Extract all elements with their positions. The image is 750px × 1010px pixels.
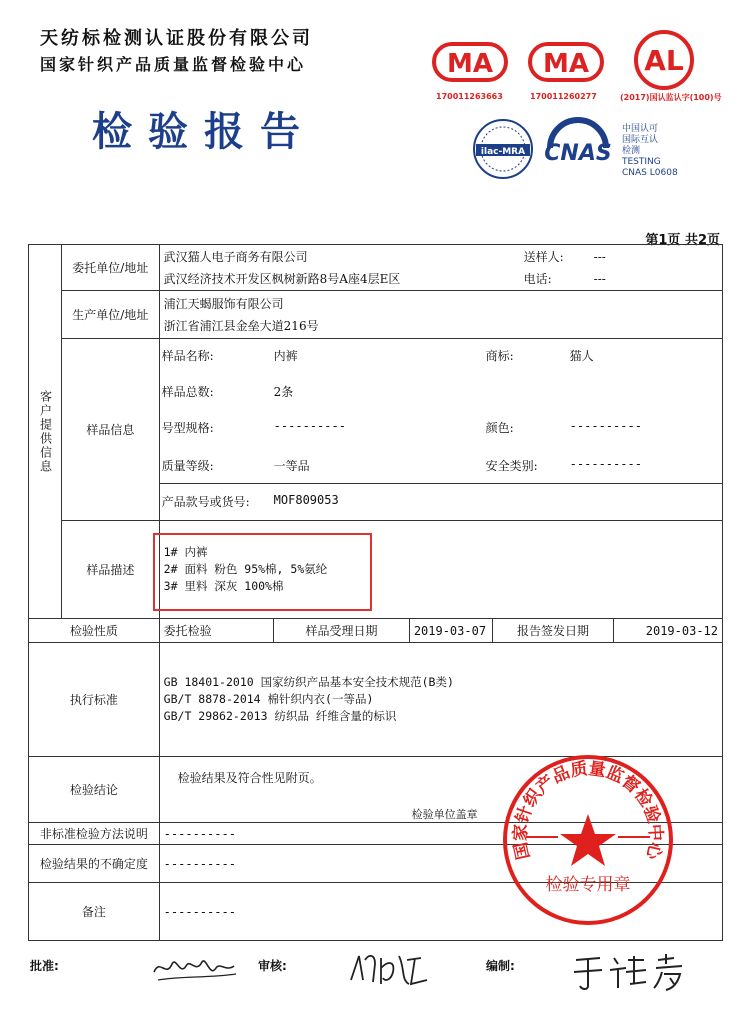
cma-number-1: 170011263663 [436, 92, 503, 101]
sample-qty-label: 样品总数: [161, 385, 214, 399]
remark-label: 备注 [29, 883, 160, 941]
standard-3: GB/T 29862-2013 纺织品 纤维含量的标识 [163, 709, 397, 723]
issue-date-label: 报告签发日期 [492, 619, 614, 643]
desc-line-2: 2# 面料 粉色 95%棉, 5%氨纶 [163, 562, 328, 576]
phone-label: 电话: [523, 271, 552, 286]
entrust-cell [159, 245, 722, 291]
model-value: MOF809053 [273, 493, 339, 507]
approver-signature [150, 948, 240, 992]
issuer-company: 天纺标检测认证股份有限公司 [40, 28, 313, 49]
cnas-caption: 中国认可 国际互认 检测 TESTING CNAS L0608 [622, 124, 678, 178]
brand-value: 猫人 [569, 349, 594, 363]
uncertainty-label: 检验结果的不确定度 [29, 845, 160, 883]
ilac-mra-logo [470, 116, 536, 186]
svg-text:AL: AL [644, 44, 684, 77]
sample-name-label: 样品名称: [161, 349, 214, 363]
sample-info-cell [159, 339, 722, 521]
uncertainty-value: ---------- [159, 845, 722, 883]
page-indicator: 第1页 共2页 [645, 233, 720, 248]
cma-logo-2 [528, 40, 600, 84]
client-info-side-label: 客户提供信息 [29, 245, 62, 619]
review-label: 审核: [258, 959, 287, 973]
reviewer-signature [345, 950, 435, 994]
remark-value: ---------- [159, 883, 722, 941]
report-title: 检验报告 [92, 108, 316, 155]
nonstd-value: ---------- [159, 823, 722, 845]
svg-text:国家针织产品质量监督检验中心: 国家针织产品质量监督检验中心 [510, 758, 666, 862]
svg-text:CNAS: CNAS [544, 141, 612, 166]
sample-qty-value: 2条 [273, 385, 294, 399]
entrust-address: 武汉经济技术开发区枫树新路8号A座4层E区 [163, 271, 401, 286]
entrust-name: 武汉猫人电子商务有限公司 [163, 249, 308, 264]
sender-label: 送样人: [523, 249, 564, 264]
cma-logo-1 [432, 40, 504, 84]
approve-label: 批准: [30, 959, 59, 973]
grade-value: 一等品 [273, 459, 310, 473]
nature-label: 检验性质 [29, 619, 160, 643]
cal-number: (2017)国认监认字(100)号 [620, 93, 722, 102]
standards-label: 执行标准 [29, 643, 160, 757]
safety-label: 安全类别: [485, 459, 538, 473]
grade-label: 质量等级: [161, 459, 214, 473]
recv-date-label: 样品受理日期 [274, 619, 410, 643]
maker-cell [159, 291, 722, 339]
entrust-label: 委托单位/地址 [61, 245, 159, 291]
conclusion-value: 检验结果及符合性见附页。 [177, 771, 322, 785]
highlight-box [153, 533, 372, 611]
standard-2: GB/T 8878-2014 棉针织内衣(一等品) [163, 692, 374, 706]
issue-date-value: 2019-03-12 [614, 619, 723, 643]
standards-cell [159, 643, 722, 757]
color-label: 颜色: [485, 421, 514, 435]
conclusion-label: 检验结论 [29, 757, 160, 823]
nonstd-label: 非标准检验方法说明 [29, 823, 160, 845]
issuer-center: 国家针织产品质量监督检验中心 [40, 55, 307, 74]
desc-line-3: 3# 里料 深灰 100%棉 [163, 579, 284, 593]
sample-name-value: 内裤 [273, 349, 298, 363]
compiler-signature [570, 950, 700, 998]
cnas-logo [540, 116, 616, 184]
model-label: 产品款号或货号: [161, 495, 250, 509]
svg-text:ilac-MRA: ilac-MRA [480, 147, 526, 157]
spec-value: ---------- [273, 419, 346, 433]
cal-logo [632, 28, 696, 96]
safety-value: ---------- [569, 457, 642, 471]
standard-1: GB 18401-2010 国家纺织产品基本安全技术规范(B类) [163, 675, 454, 689]
color-value: ---------- [569, 419, 642, 433]
desc-label: 样品描述 [61, 521, 159, 619]
maker-label: 生产单位/地址 [61, 291, 159, 339]
svg-text:MA: MA [543, 49, 589, 79]
spec-label: 号型规格: [161, 421, 214, 435]
svg-text:MA: MA [447, 49, 493, 79]
sample-info-label: 样品信息 [61, 339, 159, 521]
official-seal [500, 752, 676, 932]
desc-line-1: 1# 内裤 [163, 545, 208, 559]
nature-value: 委托检验 [159, 619, 274, 643]
seal-caption: 检验单位盖章 [411, 808, 478, 821]
brand-label: 商标: [485, 349, 514, 363]
cma-number-2: 170011260277 [530, 92, 597, 101]
recv-date-value: 2019-03-07 [409, 619, 492, 643]
sender-value: --- [593, 249, 606, 264]
maker-address: 浙江省浦江县金垒大道216号 [163, 318, 319, 333]
phone-value: --- [593, 271, 606, 286]
maker-name: 浦江天蝎服饰有限公司 [163, 296, 284, 311]
svg-text:检验专用章: 检验专用章 [545, 875, 631, 895]
compile-label: 编制: [486, 959, 515, 973]
